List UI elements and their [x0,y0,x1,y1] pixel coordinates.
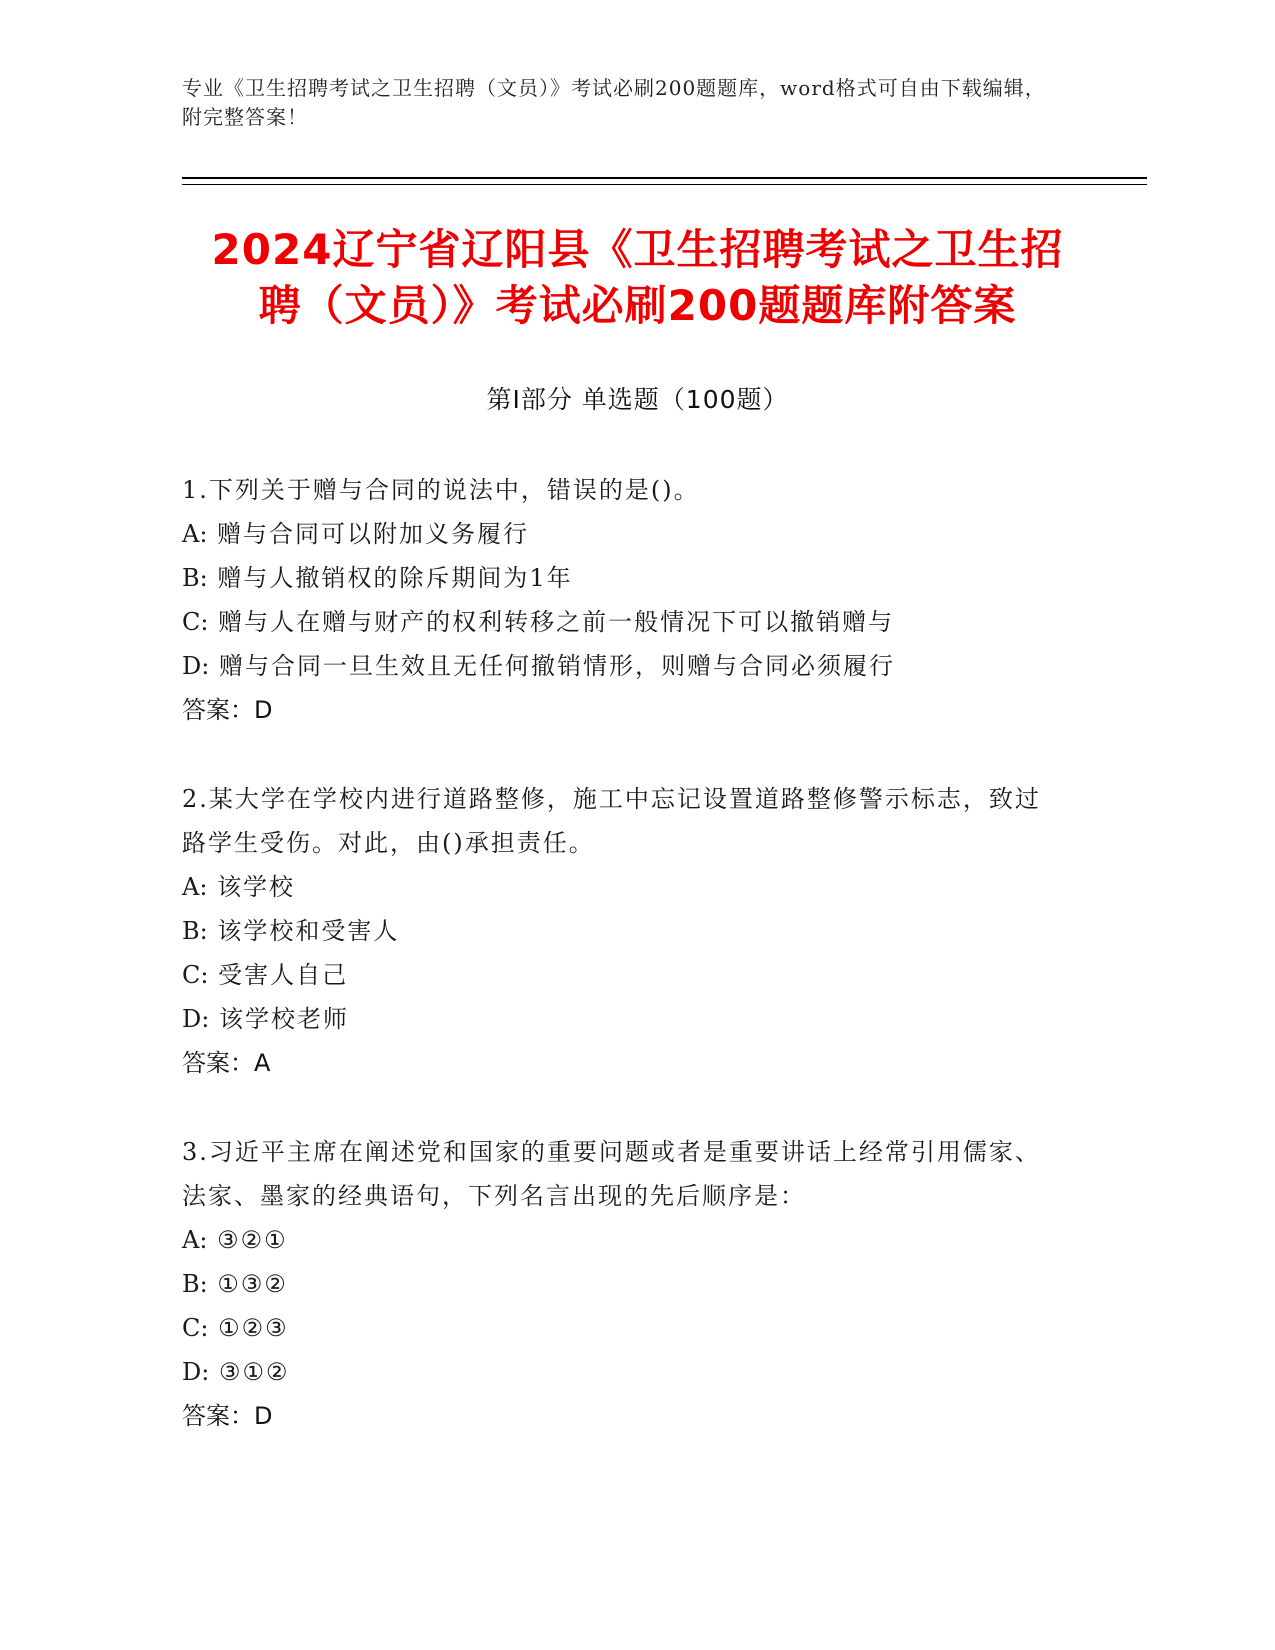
option-letter: D: [182,1005,210,1033]
option-letter: A: [182,520,208,548]
option-letter: B: [182,1270,208,1298]
question-2 [182,777,1062,1085]
answer-line: 答案：D [182,696,273,724]
option-b [182,556,1062,600]
option-d [182,997,1062,1041]
section-title: 第Ⅰ部分 单选题（100题） [486,385,789,414]
answer-line: 答案：A [182,1049,271,1077]
option-letter: C: [182,961,209,989]
option-a [182,512,1062,556]
option-text: ①③② [217,1270,288,1298]
option-letter: A: [182,873,208,901]
option-text: 该学校老师 [218,1005,349,1033]
option-text: 赠与合同一旦生效且无任何撤销情形，则赠与合同必须履行 [218,652,895,680]
header-note: 专业《卫生招聘考试之卫生招聘（文员）》考试必刷200题题库，word格式可自由下载编辑，附完整答案！ [182,76,1046,129]
option-text: 赠与人撤销权的除斥期间为1年 [217,564,573,592]
option-letter: C: [182,608,209,636]
option-text: 赠与合同可以附加义务履行 [217,520,530,548]
option-text: ①②③ [218,1314,289,1342]
option-a [182,1218,1062,1262]
option-text: 该学校和受害人 [217,917,400,945]
question-stem: 1.下列关于赠与合同的说法中，错误的是()。 [182,476,700,504]
question-list [182,468,1062,1483]
option-b [182,1262,1062,1306]
option-letter: B: [182,917,208,945]
title-line-1: 2024辽宁省辽阳县《卫生招聘考试之卫生招 [211,225,1064,274]
option-d [182,644,1062,688]
answer-line: 答案：D [182,1402,273,1430]
option-letter: D: [182,1358,210,1386]
option-c [182,1306,1062,1350]
header-divider-thick [182,177,1147,179]
option-c [182,953,1062,997]
title-line-2: 聘（文员）》考试必刷200题题库附答案 [258,281,1017,330]
option-text: 受害人自己 [218,961,349,989]
option-d [182,1350,1062,1394]
question-1 [182,468,1062,732]
option-text: 赠与人在赠与财产的权利转移之前一般情况下可以撤销赠与 [218,608,895,636]
option-letter: C: [182,1314,209,1342]
option-c [182,600,1062,644]
option-text: ③②① [217,1226,288,1254]
header-divider-thin [182,184,1147,185]
question-stem: 2.某大学在学校内进行道路整修，施工中忘记设置道路整修警示标志，致过路学生受伤。对此，由()承担责任。 [182,785,1041,857]
option-text: ③①② [218,1358,290,1386]
option-letter: B: [182,564,208,592]
option-letter: D: [182,652,210,680]
option-text: 该学校 [217,873,296,901]
option-a [182,865,1062,909]
document-title [150,222,1125,334]
question-stem: 3.习近平主席在阐述党和国家的重要问题或者是重要讲话上经常引用儒家、法家、墨家的经典语句，下列名言出现的先后顺序是： [182,1138,1041,1210]
option-letter: A: [182,1226,208,1254]
question-3 [182,1130,1062,1438]
option-b [182,909,1062,953]
